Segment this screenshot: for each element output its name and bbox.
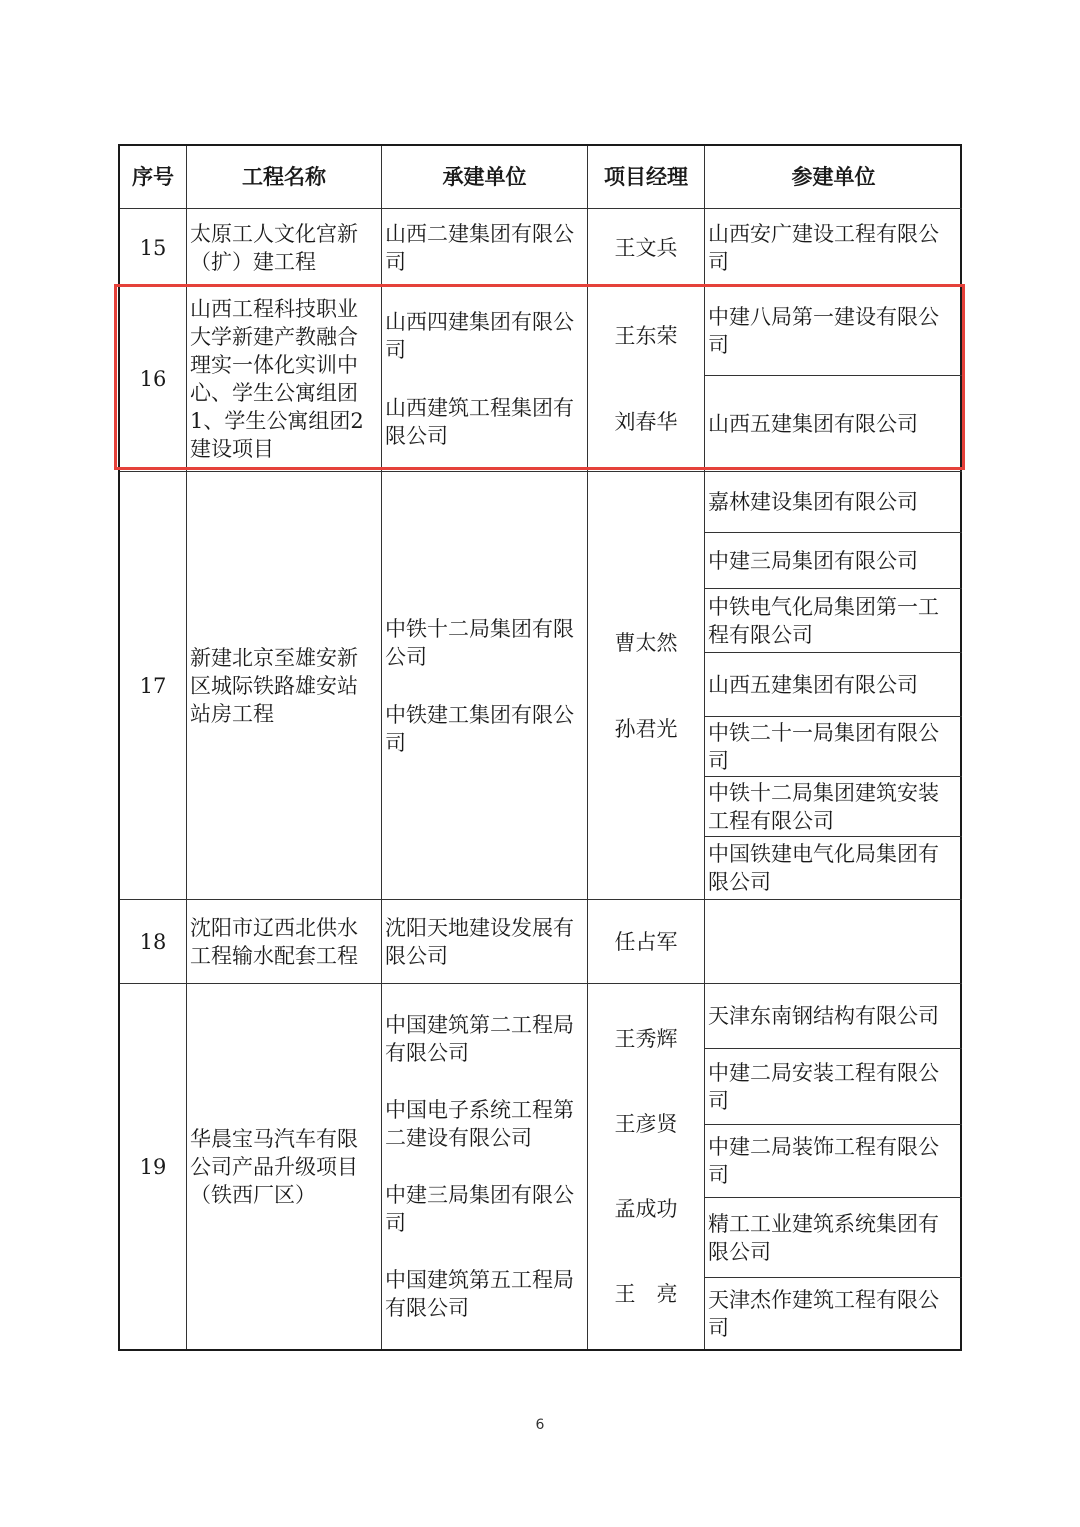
row-17-participant-1: 嘉林建设集团有限公司 — [705, 472, 962, 533]
manager-name: 刘春华 — [614, 410, 678, 434]
header-participants: 参建单位 — [705, 146, 962, 209]
row-15-participant: 山西安广建设工程有限公司 — [705, 209, 962, 287]
row-16-participant-1: 中建八局第一建设有限公司 — [705, 287, 962, 376]
header-no: 序号 — [120, 146, 187, 209]
row-17-no: 17 — [120, 472, 187, 900]
row-17-participant-4: 山西五建集团有限公司 — [705, 653, 962, 717]
contractor-name: 中国建筑第二工程局有限公司 — [385, 1013, 574, 1065]
header-contractor: 承建单位 — [382, 146, 588, 209]
row-16-no: 16 — [120, 287, 187, 472]
row-19-project: 华晨宝马汽车有限公司产品升级项目（铁西厂区） — [187, 984, 382, 1349]
contractor-name: 中建三局集团有限公司 — [385, 1183, 574, 1235]
contractor-name: 中国建筑第五工程局有限公司 — [385, 1268, 574, 1320]
row-17-participant-7: 中国铁建电气化局集团有限公司 — [705, 837, 962, 900]
row-19-participant-1: 天津东南钢结构有限公司 — [705, 984, 962, 1049]
row-17-project: 新建北京至雄安新区城际铁路雄安站站房工程 — [187, 472, 382, 900]
row-17-managers — [588, 472, 705, 900]
manager-name: 孙君光 — [614, 716, 678, 741]
row-15-project: 太原工人文化宫新（扩）建工程 — [187, 209, 382, 287]
row-16-contractors — [382, 287, 588, 472]
row-18-no: 18 — [120, 900, 187, 984]
row-18-participant-empty — [705, 900, 962, 984]
page-number: 6 — [535, 1417, 545, 1433]
row-19-managers — [588, 984, 705, 1349]
row-19-contractors — [382, 984, 588, 1349]
row-17-participant-2: 中建三局集团有限公司 — [705, 533, 962, 589]
row-19-no: 19 — [120, 984, 187, 1349]
row-15-no: 15 — [120, 209, 187, 287]
contractor-name: 中铁十二局集团有限公司 — [385, 616, 574, 669]
row-19-participant-3: 中建二局装饰工程有限公司 — [705, 1125, 962, 1198]
manager-name: 曹太然 — [614, 630, 678, 655]
row-16-managers — [588, 287, 705, 472]
row-19-participant-5: 天津杰作建筑工程有限公司 — [708, 1287, 939, 1340]
row-15-contractor: 山西二建集团有限公司 — [382, 209, 588, 287]
contractor-name: 中铁建工集团有限公司 — [385, 702, 574, 755]
row-16-participant-2: 山西五建集团有限公司 — [705, 376, 962, 472]
manager-name: 王东荣 — [614, 324, 678, 348]
header-project: 工程名称 — [187, 146, 382, 209]
contractor-name: 山西建筑工程集团有限公司 — [385, 396, 574, 448]
row-18-contractor: 沈阳天地建设发展有限公司 — [382, 900, 588, 984]
contractor-name: 中国电子系统工程第二建设有限公司 — [385, 1098, 574, 1150]
manager-name: 王秀辉 — [614, 1027, 678, 1051]
row-17-participant-3: 中铁电气化局集团第一工程有限公司 — [705, 589, 962, 653]
row-16-project: 山西工程科技职业大学新建产教融合理实一体化实训中心、学生公寓组团1、学生公寓组团2建设项目 — [187, 287, 382, 472]
header-manager: 项目经理 — [588, 146, 705, 209]
row-17-participant-6: 中铁十二局集团建筑安装工程有限公司 — [705, 777, 962, 837]
contractor-name: 山西四建集团有限公司 — [385, 310, 574, 362]
row-18-manager: 任占军 — [588, 900, 705, 984]
manager-name: 王 亮 — [614, 1282, 678, 1306]
row-15-manager: 王文兵 — [588, 209, 705, 287]
manager-name: 孟成功 — [614, 1197, 678, 1221]
project-table — [118, 144, 962, 1351]
manager-name: 王彦贤 — [614, 1112, 678, 1136]
row-17-contractors — [382, 472, 588, 900]
row-18-project: 沈阳市辽西北供水工程输水配套工程 — [187, 900, 382, 984]
row-19-participant-2: 中建二局安装工程有限公司 — [705, 1049, 962, 1125]
row-19-participant-4: 精工工业建筑系统集团有限公司 — [705, 1198, 962, 1278]
row-17-participant-5: 中铁二十一局集团有限公司 — [705, 717, 962, 777]
